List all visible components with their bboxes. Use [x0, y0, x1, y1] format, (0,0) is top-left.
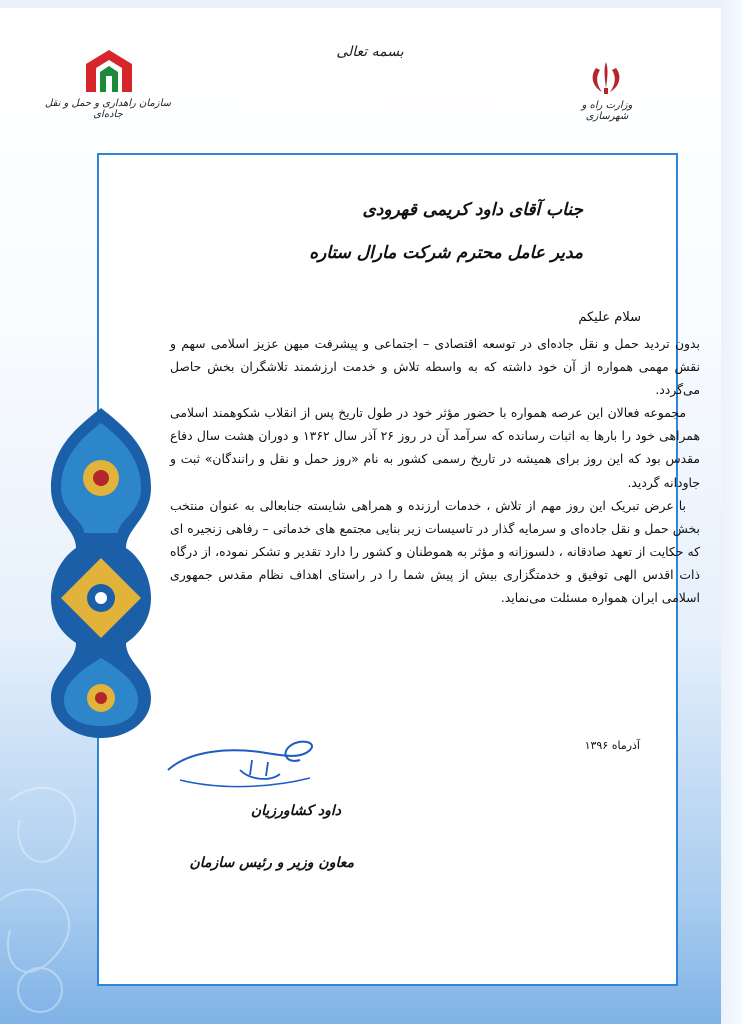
letter-body: [170, 332, 700, 609]
letter-date: آذرماه ۱۳۹۶: [584, 739, 640, 752]
page-edge: [721, 0, 743, 1024]
recipient-name: جناب آقای داود کریمی قهرودی: [362, 200, 583, 220]
paragraph-1: بدون تردید حمل و نقل جاده‌ای در توسعه اقتصادی – اجتماعی و پیشرفت میهن عزیز اسلامی سهم و نقش مهمی همواره از آن خود داشته که به واسطه تلاش و خدمت ارزشمند تلاشگران بخش حاصل می‌گردد.: [170, 336, 700, 398]
recipient-title: مدیر عامل محترم شرکت مارال ستاره: [309, 243, 583, 263]
signatory-name: داود کشاورزیان: [250, 803, 341, 819]
signatory-title: معاون وزیر و رئیس سازمان: [189, 855, 354, 871]
iran-emblem-icon: [586, 58, 626, 98]
salutation: سلام علیکم: [578, 310, 641, 325]
organization-name: سازمان راهداری و حمل و نقل جاده‌ای: [44, 98, 172, 120]
header-title: بسمه تعالی: [336, 44, 404, 60]
paragraph-2: مجموعه فعالان این عرصه همواره با حضور مؤثر خود در طول تاریخ پس از انقلاب شکوهمند اسلامی همراهی خود را بارها به اثبات رسانده که سرآمد آن در روز ۲۶ آذر سال ۱۳۶۲ و دوران هشت سال دفاع مقدس بود که این روز برای همیشه در تاریخ رسمی کشور به نام «روز حمل و نقل و رانندگان» ثبت و جاودانه گردید.: [170, 405, 700, 490]
road-organization-logo: [82, 46, 136, 96]
handwritten-signature: [160, 730, 340, 800]
paragraph-3: با عرض تبریک این روز مهم از تلاش ، خدمات ارزنده و همراهی شایسته جنابعالی به عنوان منتخب بخش حمل و نقل جاده‌ای و سرمایه گذار در تاسیسات زیر بنایی مجتمع های خدماتی – رفاهی زنجیره ای که حکایت از تعهد صادقانه ، دلسوزانه و مؤثر به هموطنان و کشور را دارد تقدیر و تشکر نموده، از درگاه ذات اقدس الهی توفیق و خدمتگزاری بیش از پیش شما را در راستای اهداف نظام مقدس جمهوری اسلامی ایران همواره مسئلت می‌نماید.: [170, 497, 700, 606]
decorative-ornament: [46, 408, 156, 738]
ministry-name: وزارت راه و شهرسازی: [581, 100, 633, 122]
top-strip: [0, 0, 743, 8]
